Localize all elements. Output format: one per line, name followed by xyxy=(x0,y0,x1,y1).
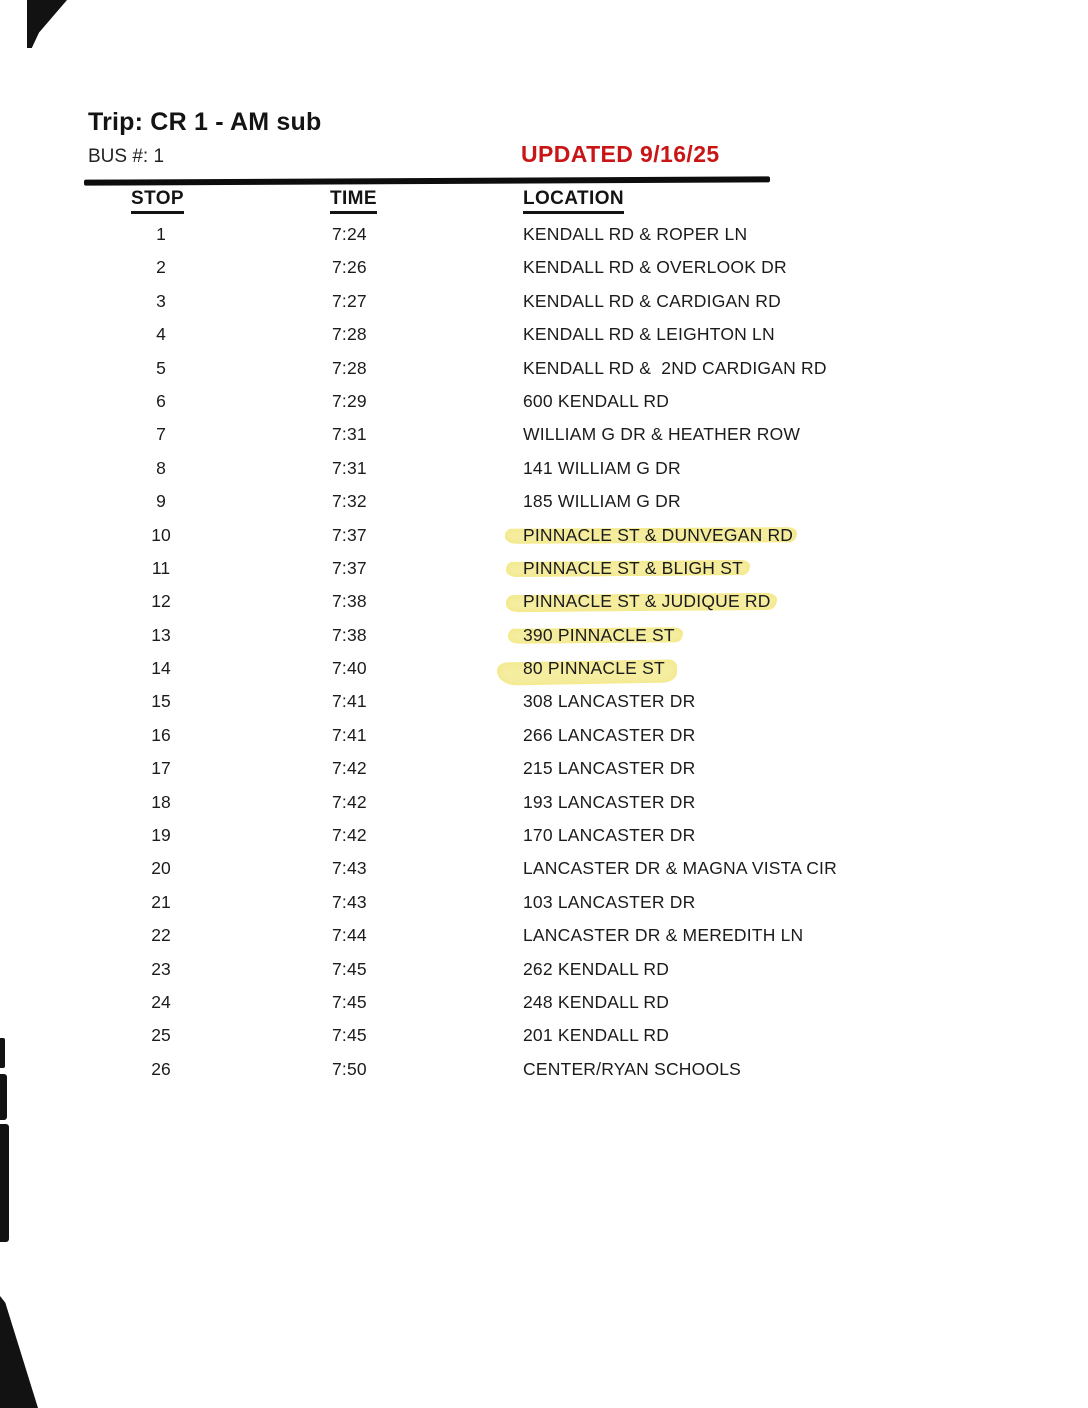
location-cell xyxy=(523,986,669,1019)
scan-artifact-bottom-left xyxy=(0,1296,38,1408)
stop-number-cell: 22 xyxy=(151,925,171,946)
location-cell xyxy=(523,685,695,718)
time-cell: 7:31 xyxy=(332,424,367,445)
stop-number-cell: 10 xyxy=(151,524,171,545)
highlighted-location-text: 80 PINNACLE ST xyxy=(523,658,665,679)
time-cell: 7:42 xyxy=(332,758,367,779)
location-cell xyxy=(523,452,681,485)
table-row xyxy=(0,585,1088,618)
table-row xyxy=(0,1019,1088,1052)
location-text: 262 KENDALL RD xyxy=(523,958,670,979)
time-cell: 7:32 xyxy=(332,491,367,512)
location-text: KENDALL RD & LEIGHTON LN xyxy=(523,324,775,345)
time-cell: 7:38 xyxy=(332,591,367,612)
stop-number-cell: 25 xyxy=(151,1025,171,1046)
column-header-time xyxy=(330,188,377,214)
bus-number-label: BUS #: 1 xyxy=(88,146,165,167)
stop-number-cell: 20 xyxy=(151,858,171,879)
stop-number-cell: 16 xyxy=(151,724,171,745)
location-cell xyxy=(523,552,743,585)
time-cell: 7:45 xyxy=(332,991,367,1012)
table-row xyxy=(0,218,1088,251)
location-text: 600 KENDALL RD xyxy=(523,390,670,411)
table-row xyxy=(0,619,1088,652)
time-cell: 7:37 xyxy=(332,524,367,545)
time-cell: 7:42 xyxy=(332,825,367,846)
time-cell: 7:45 xyxy=(332,958,367,979)
table-row xyxy=(0,652,1088,685)
stop-number-cell: 3 xyxy=(156,290,166,311)
location-cell xyxy=(523,719,695,752)
table-row xyxy=(0,485,1088,518)
location-text: CENTER/RYAN SCHOOLS xyxy=(523,1058,742,1079)
location-text: 103 LANCASTER DR xyxy=(523,891,696,912)
location-cell xyxy=(523,619,675,652)
schedule-rows xyxy=(0,218,1088,1086)
location-cell xyxy=(523,385,669,418)
time-cell: 7:27 xyxy=(332,290,367,311)
time-cell: 7:42 xyxy=(332,791,367,812)
column-header-location xyxy=(523,188,624,214)
location-text: LANCASTER DR & MEREDITH LN xyxy=(523,925,804,946)
stop-number-cell: 21 xyxy=(151,891,171,912)
location-cell xyxy=(523,485,681,518)
table-row xyxy=(0,552,1088,585)
location-cell xyxy=(523,218,747,251)
stop-number-cell: 14 xyxy=(151,658,171,679)
location-cell xyxy=(523,652,665,685)
location-text: KENDALL RD & ROPER LN xyxy=(523,224,748,244)
table-row xyxy=(0,953,1088,986)
column-header-stop-label: STOP xyxy=(131,188,184,214)
stop-number-cell: 2 xyxy=(156,257,166,278)
location-text: KENDALL RD & CARDIGAN RD xyxy=(523,290,781,311)
time-cell: 7:28 xyxy=(332,324,367,345)
table-row xyxy=(0,786,1088,819)
location-text: 185 WILLIAM G DR xyxy=(523,491,681,512)
location-cell xyxy=(523,919,803,952)
header-divider-rule xyxy=(84,176,770,185)
time-cell: 7:38 xyxy=(332,624,367,645)
time-cell: 7:50 xyxy=(332,1058,367,1079)
location-text: KENDALL RD & 2ND CARDIGAN RD xyxy=(523,357,827,378)
stop-number-cell: 1 xyxy=(156,224,166,244)
time-cell: 7:41 xyxy=(332,691,367,712)
location-text: 193 LANCASTER DR xyxy=(523,791,696,812)
time-cell: 7:31 xyxy=(332,457,367,478)
stop-number-cell: 9 xyxy=(156,491,166,512)
stop-number-cell: 26 xyxy=(151,1058,171,1079)
stop-number-cell: 7 xyxy=(156,424,166,445)
table-row xyxy=(0,819,1088,852)
stop-number-cell: 13 xyxy=(151,624,171,645)
scan-artifact-top-left xyxy=(27,0,67,48)
location-cell xyxy=(523,886,695,919)
location-text: KENDALL RD & OVERLOOK DR xyxy=(523,257,787,278)
table-row xyxy=(0,251,1088,284)
scan-artifact-left-edge-1 xyxy=(0,1038,5,1068)
scan-artifact-left-edge-2 xyxy=(0,1074,7,1120)
time-cell: 7:41 xyxy=(332,724,367,745)
location-text: 266 LANCASTER DR xyxy=(523,724,696,745)
stop-number-cell: 6 xyxy=(156,390,166,411)
table-row xyxy=(0,919,1088,952)
stop-number-cell: 19 xyxy=(151,825,171,846)
table-row xyxy=(0,752,1088,785)
time-cell: 7:44 xyxy=(332,925,367,946)
table-row xyxy=(0,886,1088,919)
stop-number-cell: 8 xyxy=(156,457,166,478)
table-row xyxy=(0,986,1088,1019)
location-cell xyxy=(523,318,775,351)
stop-number-cell: 5 xyxy=(156,357,166,378)
highlighted-location-text: PINNACLE ST & DUNVEGAN RD xyxy=(523,524,794,545)
table-row xyxy=(0,385,1088,418)
location-cell xyxy=(523,251,787,284)
page-title: Trip: CR 1 - AM sub xyxy=(88,108,322,136)
location-cell xyxy=(523,786,695,819)
location-text: 248 KENDALL RD xyxy=(523,991,670,1012)
table-row xyxy=(0,1053,1088,1086)
table-row xyxy=(0,719,1088,752)
location-cell xyxy=(523,519,793,552)
time-cell: 7:28 xyxy=(332,357,367,378)
table-row xyxy=(0,685,1088,718)
table-row xyxy=(0,285,1088,318)
stop-number-cell: 4 xyxy=(156,324,166,345)
highlighted-location-text: 390 PINNACLE ST xyxy=(523,624,675,645)
stop-number-cell: 12 xyxy=(151,591,171,612)
location-cell xyxy=(523,819,695,852)
time-cell: 7:24 xyxy=(332,224,367,244)
highlighted-location-text: PINNACLE ST & BLIGH ST xyxy=(523,557,743,578)
stop-number-cell: 11 xyxy=(151,557,171,578)
location-cell xyxy=(523,752,695,785)
column-header-location-label: LOCATION xyxy=(523,188,624,214)
location-cell xyxy=(523,852,837,885)
scan-artifact-left-edge-3 xyxy=(0,1124,9,1242)
location-text: WILLIAM G DR & HEATHER ROW xyxy=(523,424,801,445)
location-text: 141 WILLIAM G DR xyxy=(523,457,681,478)
updated-date-label: UPDATED 9/16/25 xyxy=(521,141,720,167)
stop-number-cell: 23 xyxy=(151,958,171,979)
time-cell: 7:43 xyxy=(332,858,367,879)
location-cell xyxy=(523,418,800,451)
time-cell: 7:45 xyxy=(332,1025,367,1046)
stop-number-cell: 24 xyxy=(151,991,171,1012)
highlighted-location-text: PINNACLE ST & JUDIQUE RD xyxy=(523,591,771,612)
table-row xyxy=(0,519,1088,552)
location-cell xyxy=(523,352,827,385)
time-cell: 7:37 xyxy=(332,557,367,578)
location-cell xyxy=(523,1019,669,1052)
location-text: 170 LANCASTER DR xyxy=(523,825,696,846)
location-cell xyxy=(523,1053,741,1086)
time-cell: 7:29 xyxy=(332,390,367,411)
stop-number-cell: 17 xyxy=(151,758,171,779)
table-row xyxy=(0,452,1088,485)
location-text: 308 LANCASTER DR xyxy=(523,691,696,712)
stop-number-cell: 18 xyxy=(151,791,171,812)
table-row xyxy=(0,352,1088,385)
time-cell: 7:40 xyxy=(332,658,367,679)
location-cell xyxy=(523,585,771,618)
table-row xyxy=(0,318,1088,351)
time-cell: 7:43 xyxy=(332,891,367,912)
location-cell xyxy=(523,953,669,986)
column-header-stop xyxy=(131,188,184,214)
location-text: 215 LANCASTER DR xyxy=(523,758,696,779)
column-header-time-label: TIME xyxy=(330,188,377,214)
time-cell: 7:26 xyxy=(332,257,367,278)
stop-number-cell: 15 xyxy=(151,691,171,712)
table-row xyxy=(0,852,1088,885)
location-cell xyxy=(523,285,781,318)
table-row xyxy=(0,418,1088,451)
location-text: 201 KENDALL RD xyxy=(523,1025,670,1046)
location-text: LANCASTER DR & MAGNA VISTA CIR xyxy=(523,858,837,879)
